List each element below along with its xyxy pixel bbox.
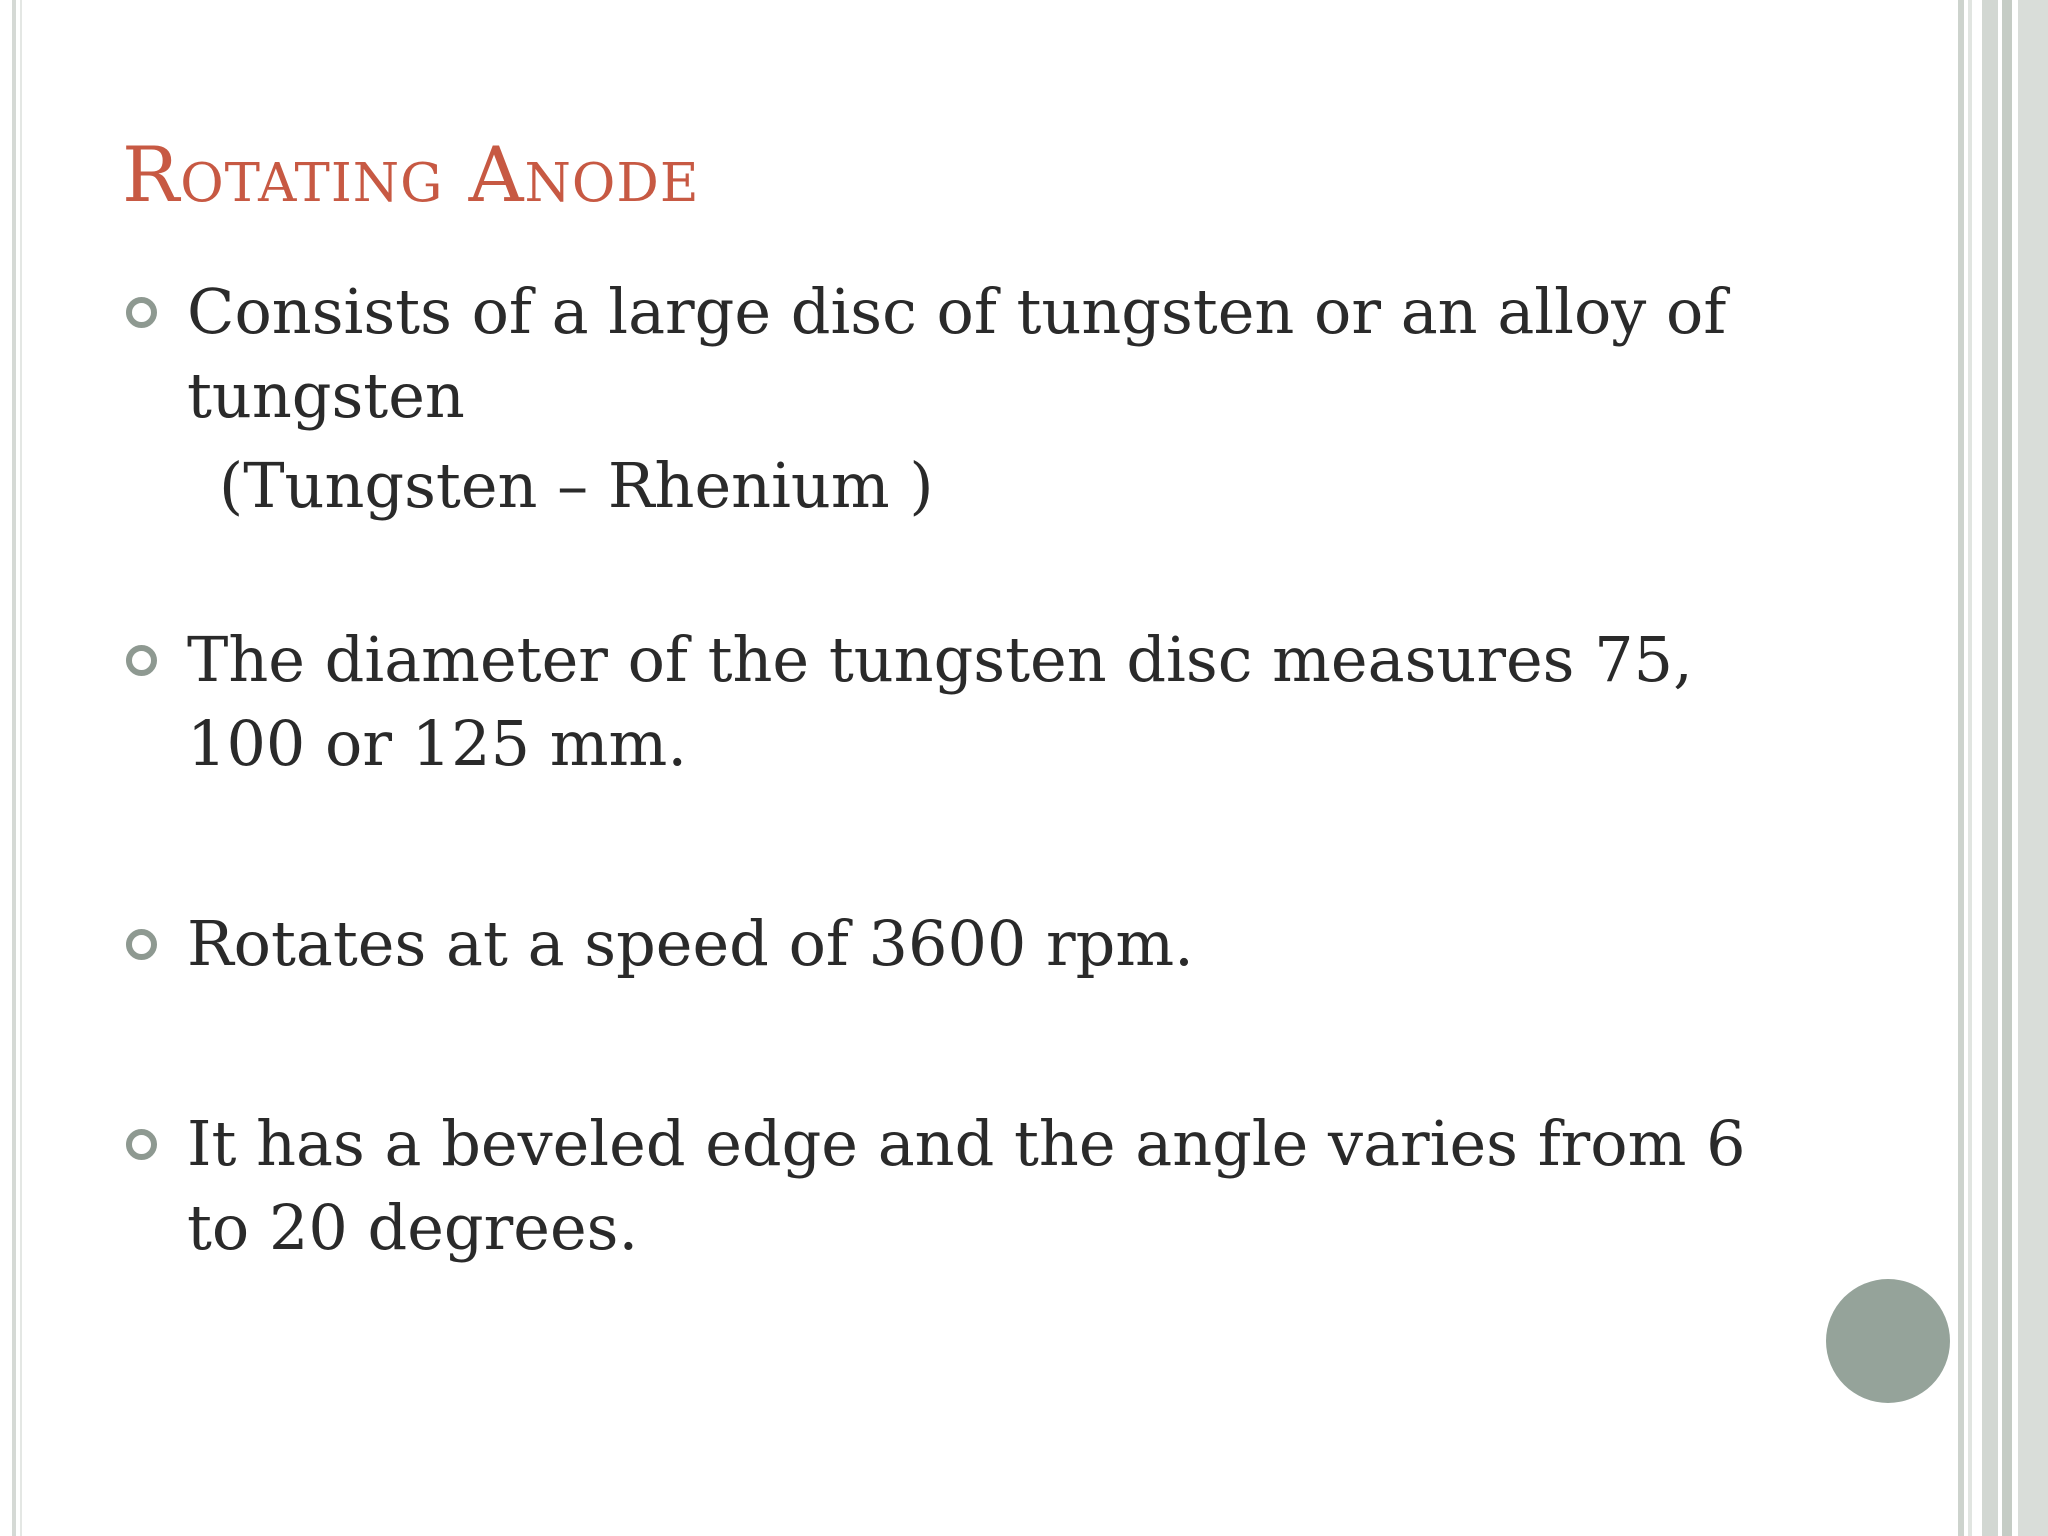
bullet-item [124, 618, 1824, 786]
left-border-line [12, 0, 16, 1536]
bullet-item [124, 902, 1824, 986]
bullet-subtext: (Tungsten – Rhenium ) [219, 449, 934, 522]
right-border-stripe [2002, 0, 2012, 1536]
right-border-stripe [1968, 0, 1972, 1536]
bullet-text: The diameter of the tungsten disc measures 75, 100 or 125 mm. [187, 623, 1693, 780]
bullet-text: Rotates at a speed of 3600 rpm. [187, 907, 1194, 980]
slide-title: Rotating Anode [122, 130, 700, 219]
right-border-stripe [2018, 0, 2048, 1536]
bullet-text: It has a beveled edge and the angle varies from 6 to 20 degrees. [187, 1107, 1746, 1264]
bullet-item [124, 270, 1824, 528]
bullet-list [124, 270, 1824, 1270]
bullet-circle-icon [126, 297, 157, 328]
left-border-line-inner [20, 0, 22, 1536]
accent-circle-icon [1826, 1279, 1950, 1403]
bullet-text: Consists of a large disc of tungsten or an alloy of tungsten [187, 275, 1727, 432]
bullet-circle-icon [126, 929, 157, 960]
right-border-stripe [1982, 0, 1998, 1536]
bullet-item [124, 1102, 1824, 1270]
right-border-stripe [1958, 0, 1964, 1536]
bullet-circle-icon [126, 1129, 157, 1160]
bullet-circle-icon [126, 645, 157, 676]
